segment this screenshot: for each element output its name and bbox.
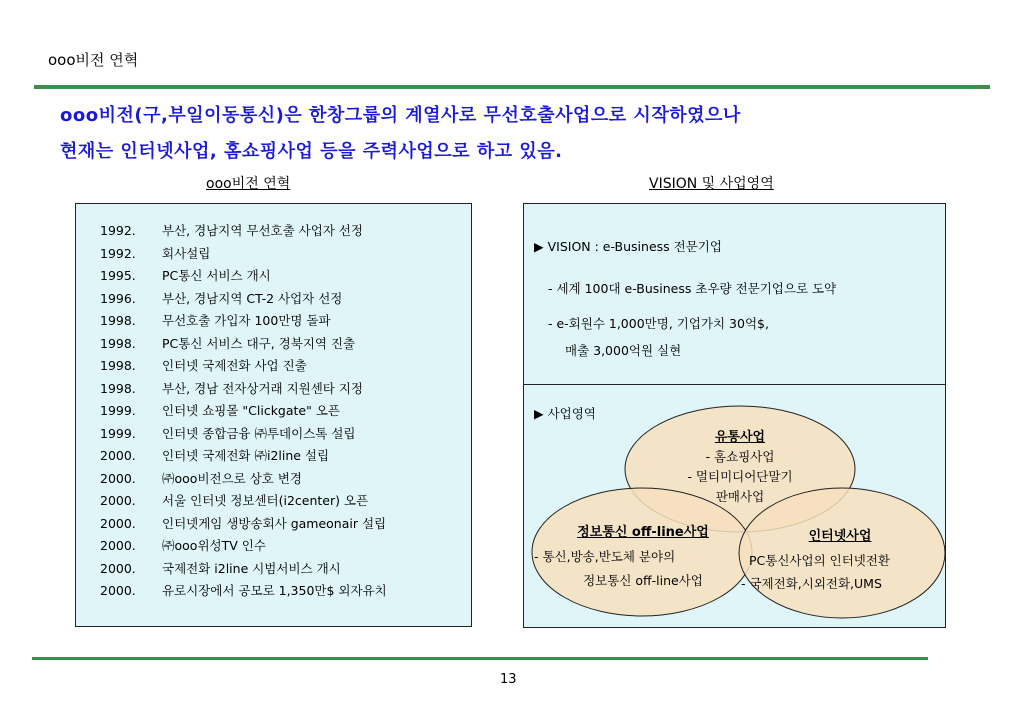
history-event: PC통신 서비스 개시 bbox=[162, 268, 271, 283]
page-number: 13 bbox=[500, 672, 517, 687]
internet-line: PC통신사업의 인터넷전환 bbox=[749, 553, 890, 568]
history-item bbox=[100, 580, 387, 603]
history-event: 국제전화 i2line 시범서비스 개시 bbox=[162, 560, 341, 576]
history-event: 부산, 경남지역 무선호출 사업자 선정 bbox=[162, 223, 363, 238]
history-year: 1998. bbox=[100, 380, 136, 396]
history-event: PC통신 서비스 대구, 경북지역 진출 bbox=[162, 335, 356, 351]
headline-line-1: ooo비전(구,부일이동통신)은 한창그룹의 계열사로 무선호출사업으로 시작하였으나 bbox=[60, 105, 741, 126]
history-year: 2000. bbox=[100, 538, 136, 553]
history-year: 2000. bbox=[100, 560, 136, 576]
info-line: - 통신,방송,반도체 분야의 bbox=[534, 549, 676, 564]
history-item bbox=[100, 288, 387, 311]
slide-title: ooo비전 연혁 bbox=[48, 51, 139, 69]
history-item bbox=[100, 558, 387, 581]
distribution-title: 유통사업 bbox=[714, 430, 766, 445]
history-item bbox=[100, 378, 387, 401]
history-event: 유로시장에서 공모로 1,350만$ 외자유치 bbox=[162, 583, 387, 598]
history-title: ooo비전 연혁 bbox=[206, 176, 291, 192]
history-year: 2000. bbox=[100, 515, 136, 531]
history-event: 인터넷 국제전화 사업 진출 bbox=[162, 358, 307, 373]
history-item bbox=[100, 513, 387, 536]
history-year: 2000. bbox=[100, 583, 136, 598]
history-year: 1996. bbox=[100, 290, 136, 306]
vision-item: - 세계 100대 e-Business 초우량 전문기업으로 도약 bbox=[548, 281, 837, 296]
history-event: 무선호출 가입자 100만명 돌파 bbox=[162, 313, 331, 328]
distribution-line: - 멀티미디어단말기 bbox=[687, 469, 793, 484]
history-year: 2000. bbox=[100, 448, 136, 463]
top-divider bbox=[34, 85, 990, 89]
history-panel bbox=[75, 203, 472, 627]
distribution-line: - 홈쇼핑사업 bbox=[705, 449, 775, 464]
distribution-line: 판매사업 bbox=[715, 489, 765, 504]
internet-title: 인터넷사업 bbox=[808, 529, 872, 544]
vision-title: VISION 및 사업영역 bbox=[649, 176, 774, 192]
vision-heading: ▶ VISION : e-Business 전문기업 bbox=[534, 239, 722, 254]
history-year: 1998. bbox=[100, 335, 136, 351]
history-list bbox=[100, 220, 387, 603]
history-item bbox=[100, 535, 387, 558]
info-line: 정보통신 off-line사업 bbox=[583, 573, 703, 588]
history-year: 2000. bbox=[100, 470, 136, 486]
history-item bbox=[100, 490, 387, 513]
history-year: 1995. bbox=[100, 268, 136, 283]
business-heading: ▶ 사업영역 bbox=[534, 406, 596, 421]
info-title: 정보통신 off-line사업 bbox=[577, 525, 709, 540]
history-event: ㈜ooo비전으로 상호 변경 bbox=[162, 470, 302, 486]
history-year: 2000. bbox=[100, 493, 136, 508]
history-event: 인터넷게임 생방송회사 gameonair 설립 bbox=[162, 515, 387, 531]
history-item bbox=[100, 243, 387, 266]
history-item bbox=[100, 310, 387, 333]
vision-item: 매출 3,000억원 실현 bbox=[565, 343, 682, 358]
headline-line-2: 현재는 인터넷사업, 홈쇼핑사업 등을 주력사업으로 하고 있음. bbox=[60, 141, 563, 162]
history-year: 1992. bbox=[100, 245, 136, 261]
history-year: 1998. bbox=[100, 313, 136, 328]
history-item bbox=[100, 355, 387, 378]
history-item bbox=[100, 333, 387, 356]
history-item bbox=[100, 265, 387, 288]
history-item bbox=[100, 400, 387, 423]
history-event: 회사설립 bbox=[162, 245, 211, 261]
history-event: 부산, 경남지역 CT-2 사업자 선정 bbox=[162, 290, 343, 306]
history-event: 인터넷 국제전화 ㈜i2line 설립 bbox=[162, 448, 330, 463]
history-event: 인터넷 종합금융 ㈜투데이스톡 설립 bbox=[162, 425, 356, 441]
history-year: 1999. bbox=[100, 403, 136, 418]
history-year: 1999. bbox=[100, 425, 136, 441]
history-item bbox=[100, 445, 387, 468]
history-event: ㈜ooo위성TV 인수 bbox=[162, 538, 266, 553]
history-event: 부산, 경남 전자상거래 지원센타 지정 bbox=[162, 380, 363, 396]
history-year: 1998. bbox=[100, 358, 136, 373]
history-item bbox=[100, 423, 387, 446]
history-year: 1992. bbox=[100, 223, 136, 238]
history-event: 인터넷 쇼핑몰 "Clickgate" 오픈 bbox=[162, 403, 340, 418]
history-item bbox=[100, 220, 387, 243]
bottom-divider bbox=[32, 657, 928, 660]
vision-item: - e-회원수 1,000만명, 기업가치 30억$, bbox=[548, 316, 769, 331]
internet-line: - 국제전화,시외전화,UMS bbox=[741, 576, 882, 591]
history-item bbox=[100, 468, 387, 491]
history-event: 서울 인터넷 정보센터(i2center) 오픈 bbox=[162, 493, 369, 508]
